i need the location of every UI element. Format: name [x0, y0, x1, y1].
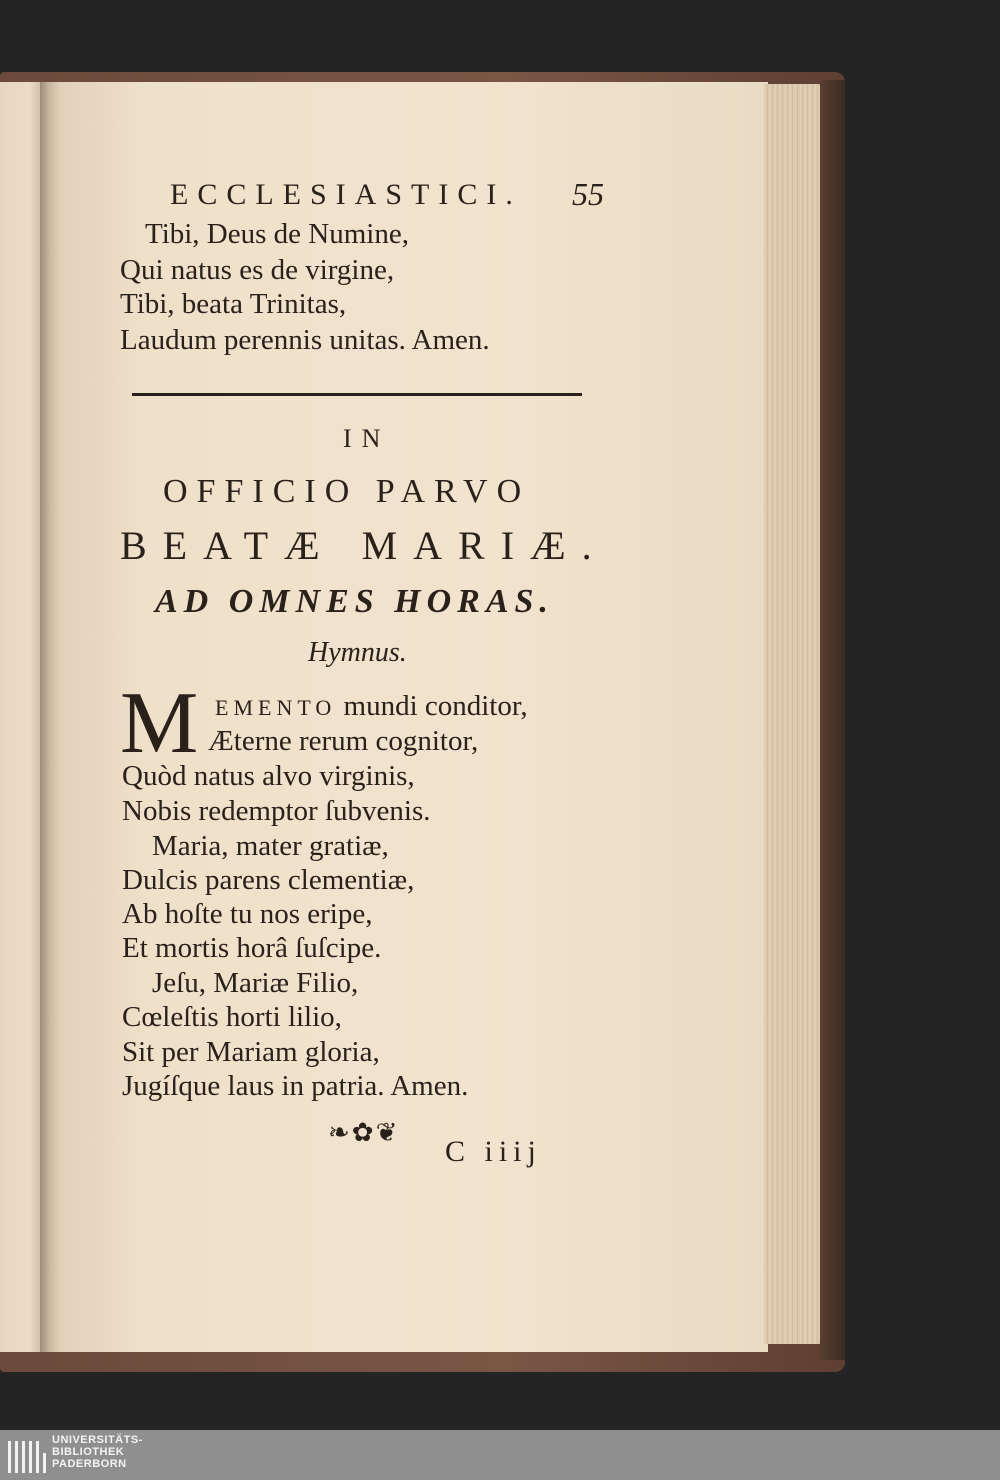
signature-mark: C iiij [445, 1135, 542, 1168]
running-head: ECCLESIASTICI. [170, 178, 522, 211]
hymn-first-line [215, 690, 528, 723]
divider-rule [132, 393, 582, 396]
section-heading-beatae: BEATÆ MARIÆ. [120, 523, 608, 568]
left-page-edge [0, 82, 42, 1352]
page-edges [764, 84, 824, 1344]
verse-line: Tibi, Deus de Numine, [145, 218, 409, 250]
cover-edge [820, 80, 845, 1360]
library-logo-icon [6, 1435, 46, 1475]
logo-text-line: UNIVERSITÄTS- [52, 1434, 143, 1446]
hymn-line: Dulcis parens clementiæ, [122, 864, 415, 896]
logo-text-line: BIBLIOTHEK [52, 1446, 125, 1458]
hymn-line: Nobis redemptor ſubvenis. [122, 795, 431, 827]
hymn-line: Et mortis horâ ſuſcipe. [122, 932, 382, 964]
hymn-first-line-rest: mundi conditor, [336, 690, 528, 722]
hymn-line: Jeſu, Mariæ Filio, [152, 967, 359, 999]
section-heading-officio: OFFICIO PARVO [163, 473, 531, 510]
hymn-label: Hymnus. [308, 637, 407, 668]
section-heading-in: IN [343, 424, 391, 453]
hymn-line: Ab hoſte tu nos eripe, [122, 898, 373, 930]
verse-line: Qui natus es de virgine, [120, 254, 395, 286]
section-heading-ad-omnes: AD OMNES HORAS. [155, 583, 554, 620]
hymn-first-word: EMENTO [215, 695, 337, 720]
drop-cap: M [120, 675, 199, 772]
ornament-flourish: ❧✿❦ [328, 1118, 400, 1147]
hymn-line: Cœleſtis horti lilio, [122, 1001, 342, 1033]
library-logo-text [52, 1434, 143, 1470]
verse-line: Laudum perennis unitas. Amen. [120, 324, 490, 356]
footer-bar [0, 1430, 1000, 1480]
hymn-line: Quòd natus alvo virginis, [122, 760, 415, 792]
page-number: 55 [572, 176, 604, 212]
gutter [40, 82, 62, 1352]
verse-line: Tibi, beata Trinitas, [120, 288, 347, 320]
hymn-line: Æterne rerum cognitor, [208, 725, 479, 757]
logo-text-line: PADERBORN [52, 1458, 127, 1470]
hymn-line: Jugíſque laus in patria. Amen. [122, 1070, 469, 1102]
hymn-line: Maria, mater gratiæ, [152, 830, 389, 862]
hymn-line: Sit per Mariam gloria, [122, 1036, 380, 1068]
